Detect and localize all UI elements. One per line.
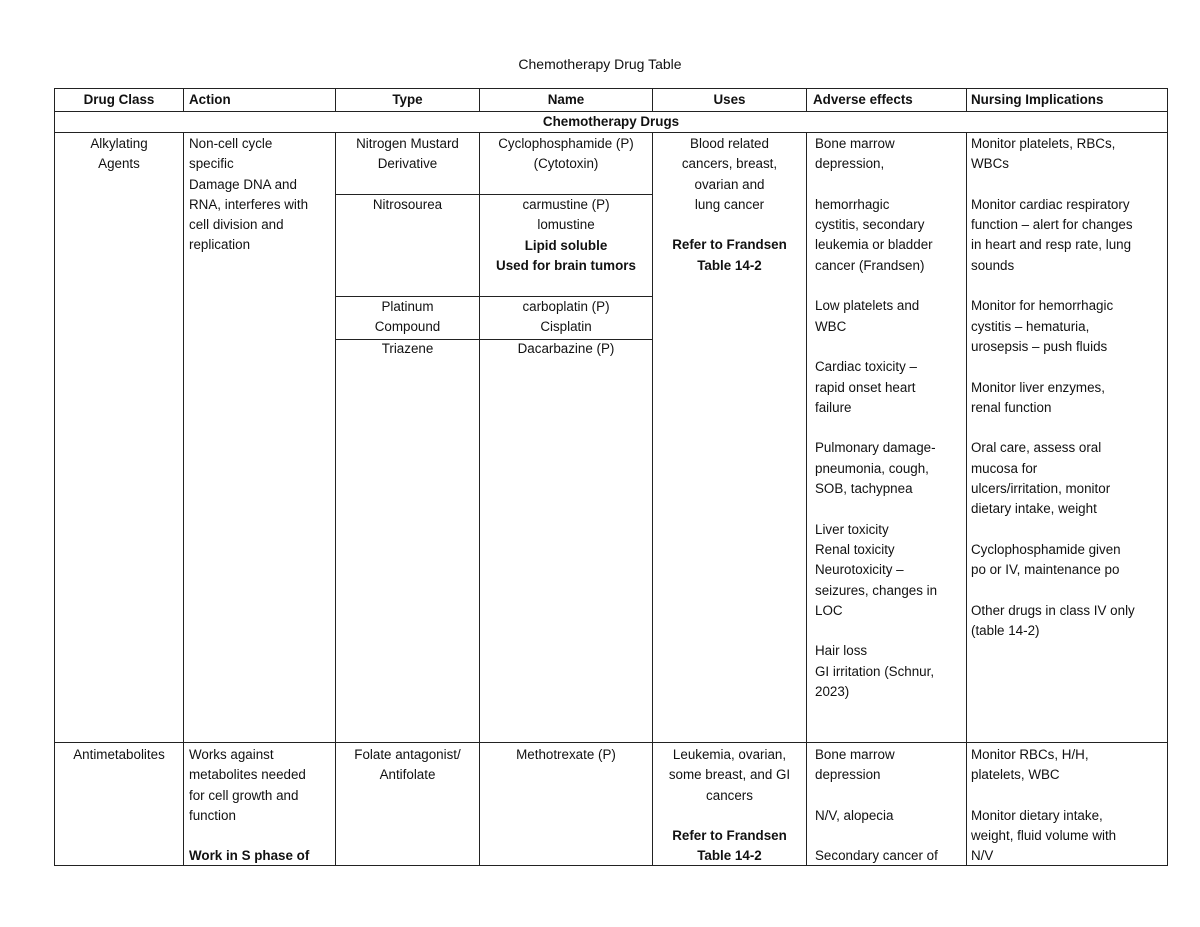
text-line: Pulmonary damage-	[815, 440, 936, 456]
text-line	[971, 520, 1163, 540]
text-line: weight, fluid volume with	[971, 828, 1117, 844]
text-line: ulcers/irritation, monitor	[971, 481, 1111, 497]
adverse-effects-antimetabolites	[811, 745, 966, 866]
text-line: Monitor liver enzymes,	[971, 379, 1105, 395]
name-carmustine: carmustine (P) lomustine Lipid soluble Used for brain tumors	[496, 197, 636, 273]
header-adverse-effects: Adverse effects	[813, 92, 913, 107]
text-line: (table 14-2)	[971, 623, 1040, 639]
type-folate-antagonist: Folate antagonist/ Antifolate	[354, 747, 461, 783]
text-line	[971, 276, 1163, 296]
uses-antimetabolites: Leukemia, ovarian, some breast, and GI cancers Refer to Frandsen Table 14-2	[668, 747, 791, 864]
column-divider	[183, 89, 184, 865]
text-line: pneumonia, cough,	[815, 460, 929, 476]
text-line: LOC	[815, 602, 843, 618]
text-line: urosepsis – push fluids	[971, 338, 1108, 354]
text-line	[815, 337, 962, 357]
text-line: depression,	[815, 156, 885, 172]
name-dacarbazine: Dacarbazine (P)	[517, 341, 615, 356]
text-line: cancer (Frandsen)	[815, 257, 925, 273]
text-line: GI irritation (Schnur,	[815, 663, 935, 679]
text-line	[815, 621, 962, 641]
text-line: N/V	[971, 848, 994, 864]
nursing-implications-antimetabolites	[967, 745, 1167, 866]
text-line	[971, 175, 1163, 195]
text-line: Monitor for hemorrhagic	[971, 298, 1114, 314]
text-line: 2023)	[815, 684, 850, 700]
text-line: renal function	[971, 399, 1052, 415]
text-line	[815, 276, 962, 296]
text-line: mucosa for	[971, 460, 1038, 476]
drug-class-alkylating: Alkylating Agents	[90, 136, 148, 172]
name-cyclophosphamide: Cyclophosphamide (P) (Cytotoxin)	[498, 136, 634, 172]
text-line	[815, 826, 962, 846]
document-title: Chemotherapy Drug Table	[518, 56, 682, 72]
text-line: N/V, alopecia	[815, 807, 894, 823]
text-line	[971, 357, 1163, 377]
row-divider	[55, 132, 1167, 133]
text-line: Monitor dietary intake,	[971, 807, 1103, 823]
text-line	[815, 418, 962, 438]
text-line: Liver toxicity	[815, 521, 889, 537]
drug-table	[54, 88, 1168, 866]
type-nitrosourea: Nitrosourea	[372, 197, 443, 212]
text-line: dietary intake, weight	[971, 501, 1097, 517]
text-line: seizures, changes in	[815, 582, 938, 598]
header-uses: Uses	[713, 92, 746, 107]
text-line: Monitor RBCs, H/H,	[971, 747, 1089, 762]
nursing-implications-alkylating	[967, 134, 1167, 641]
text-line: function – alert for changes	[971, 217, 1133, 233]
header-type: Type	[392, 92, 423, 107]
text-line	[971, 786, 1163, 806]
text-line: Cardiac toxicity –	[815, 359, 917, 375]
text-line	[815, 499, 962, 519]
header-nursing-implications: Nursing Implications	[971, 92, 1104, 107]
text-line: WBC	[815, 318, 847, 334]
text-line: Oral care, assess oral	[971, 440, 1102, 456]
text-line: Secondary cancer of	[815, 848, 938, 864]
type-triazene: Triazene	[381, 341, 434, 356]
text-line: cystitis, secondary	[815, 217, 925, 233]
name-methotrexate: Methotrexate (P)	[516, 747, 616, 762]
text-line: in heart and resp rate, lung	[971, 237, 1132, 253]
text-line: po or IV, maintenance po	[971, 562, 1120, 578]
text-line: SOB, tachypnea	[815, 481, 913, 497]
header-name: Name	[547, 92, 585, 107]
text-line: Monitor cardiac respiratory	[971, 196, 1130, 212]
text-line	[971, 581, 1163, 601]
column-divider	[806, 89, 807, 865]
text-line: sounds	[971, 257, 1015, 273]
text-line: hemorrhagic	[815, 196, 890, 212]
header-action: Action	[189, 92, 231, 107]
text-line	[815, 786, 962, 806]
text-line: Renal toxicity	[815, 541, 895, 557]
text-line: Monitor platelets, RBCs,	[971, 136, 1116, 151]
text-line: Cyclophosphamide given	[971, 541, 1121, 557]
type-nitrogen-mustard: Nitrogen Mustard Derivative	[356, 136, 459, 172]
text-line	[971, 418, 1163, 438]
header-drug-class: Drug Class	[83, 92, 155, 107]
adverse-effects-alkylating	[811, 134, 966, 702]
text-line: depression	[815, 767, 881, 783]
text-line: Other drugs in class IV only	[971, 602, 1135, 618]
name-carboplatin: carboplatin (P) Cisplatin	[522, 299, 610, 335]
text-line: platelets, WBC	[971, 767, 1060, 783]
text-line: rapid onset heart	[815, 379, 916, 395]
drug-class-antimetabolites: Antimetabolites	[73, 747, 165, 762]
text-line: Bone marrow	[815, 747, 895, 762]
text-line: Neurotoxicity –	[815, 562, 904, 578]
section-title: Chemotherapy Drugs	[542, 114, 680, 129]
text-line: Bone marrow	[815, 136, 895, 151]
text-line: cystitis – hematuria,	[971, 318, 1090, 334]
type-platinum-compound: Platinum Compound	[374, 299, 441, 335]
row-divider	[55, 742, 1167, 743]
text-line: WBCs	[971, 156, 1009, 172]
uses-alkylating: Blood related cancers, breast, ovarian and lung cancer Refer to Frandsen Table 14-2	[672, 136, 787, 273]
action-antimetabolites: Works against metabolites needed for cell growth and function Work in S phase of	[189, 747, 310, 864]
text-line: leukemia or bladder	[815, 237, 933, 253]
action-alkylating: Non-cell cycle specific Damage DNA and RNA, interferes with cell division and replication	[189, 136, 309, 253]
text-line: failure	[815, 399, 852, 415]
text-line: Hair loss	[815, 643, 868, 659]
text-line: Low platelets and	[815, 298, 920, 314]
text-line	[815, 175, 962, 195]
